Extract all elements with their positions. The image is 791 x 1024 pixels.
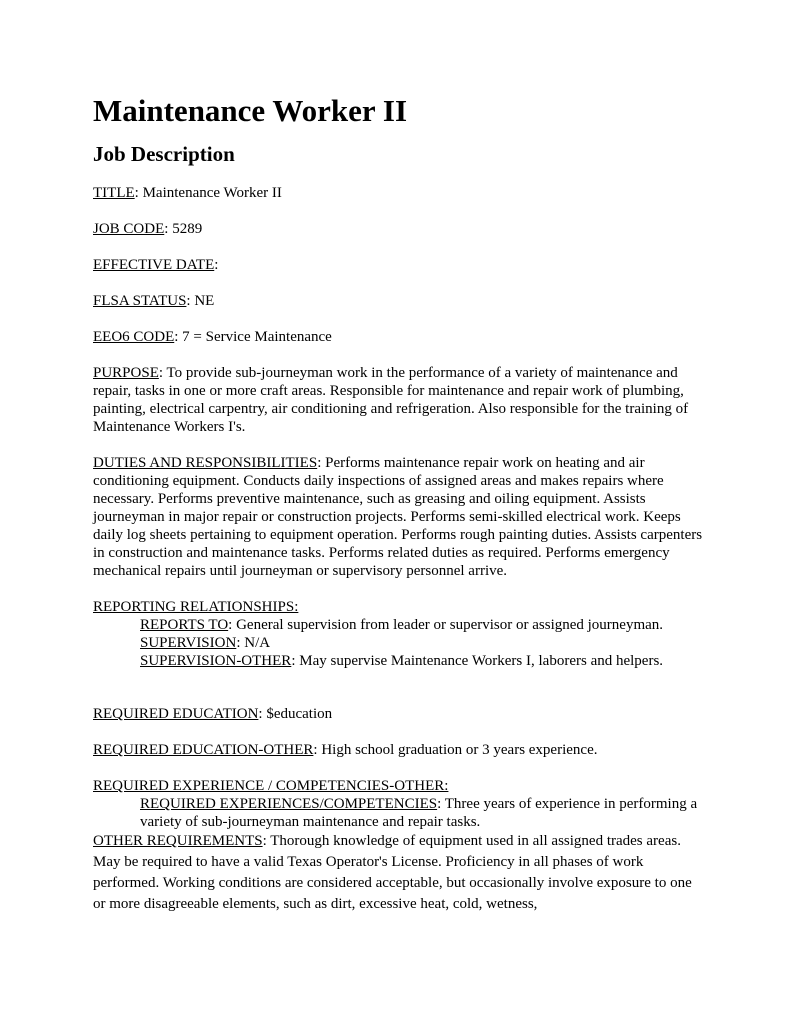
other-requirements-label: OTHER REQUIREMENTS	[93, 833, 263, 849]
document-page	[93, 92, 703, 915]
duties-text: Performs maintenance repair work on heating and air conditioning equipment. Conducts daily inspections of assigned areas and makes repairs where necessary. Performs preventive maintenance, such as greasing and oiling equipment. Assists journeyman in major repair or construction projects. Performs semi-skilled electrical work. Keeps daily log sheets pertaining to equipment operation. Performs rough painting duties. Assists carpenters in construction and maintenance tasks. Performs related duties as required. Performs emergency mechanical repairs until journeyman or supervisory personnel arrive.	[93, 455, 703, 579]
other-requirements-text: Thorough knowledge of equipment used in all assigned trades areas. May be required to have a valid Texas Operator's License. Proficiency in all phases of work performed. Working conditions are considered acceptable, but occasionally involve exposure to one or more disagreeable elements, such as dirt, excessive heat, cold, wetness,	[93, 833, 692, 912]
required-experience-section	[93, 777, 703, 831]
field-eeo6-code-label: EEO6 CODE	[93, 329, 175, 345]
field-job-code-label: JOB CODE	[93, 221, 165, 237]
field-title-label: TITLE	[93, 185, 135, 201]
duties-section: DUTIES AND RESPONSIBILITIES: Performs maintenance repair work on heating and air conditioning equipment. Conducts daily inspections of assigned areas and makes repairs where necessary. Performs preventive maintenance, such as greasing and oiling equipment. Assists journeyman in major repair or construction projects. Performs semi-skilled electrical work. Keeps daily log sheets pertaining to equipment operation. Performs rough painting duties. Assists carpenters in construction and maintenance tasks. Performs related duties as required. Performs emergency mechanical repairs until journeyman or supervisory personnel arrive.	[93, 455, 703, 579]
supervision-value: N/A	[244, 635, 271, 651]
document-subtitle: Job Description	[93, 142, 235, 166]
required-experiences-line: REQUIRED EXPERIENCES/COMPETENCIES: Three years of experience in performing a variety of sub-journeyman maintenance and repair tasks.	[140, 796, 698, 830]
reports-to-value: General supervision from leader or supervisor or assigned journeyman.	[236, 617, 664, 633]
supervision-line: SUPERVISION: N/A	[140, 635, 271, 651]
field-job-code-value: 5289	[172, 221, 203, 237]
field-flsa-status-label: FLSA STATUS	[93, 293, 187, 309]
supervision-label: SUPERVISION	[140, 635, 237, 651]
required-experiences-label: REQUIRED EXPERIENCES/COMPETENCIES	[140, 796, 438, 812]
field-job-code: JOB CODE: 5289	[93, 221, 203, 237]
field-effective-date-label: EFFECTIVE DATE	[93, 257, 215, 273]
reporting-heading	[93, 598, 703, 616]
required-education-other-value: High school graduation or 3 years experience.	[321, 742, 598, 758]
required-experience-label: REQUIRED EXPERIENCE / COMPETENCIES-OTHER:	[93, 778, 449, 794]
reporting-label: REPORTING RELATIONSHIPS:	[93, 599, 299, 615]
duties-label: DUTIES AND RESPONSIBILITIES	[93, 455, 318, 471]
required-education-line: REQUIRED EDUCATION: $education	[93, 706, 333, 722]
supervision-other-label: SUPERVISION-OTHER	[140, 653, 292, 669]
required-education-other-label: REQUIRED EDUCATION-OTHER	[93, 742, 314, 758]
field-flsa-status: FLSA STATUS: NE	[93, 293, 215, 309]
reports-to-label: REPORTS TO	[140, 617, 229, 633]
field-title-value: Maintenance Worker II	[142, 185, 282, 201]
required-experience-heading	[93, 777, 703, 795]
required-education-label: REQUIRED EDUCATION	[93, 706, 259, 722]
supervision-other-line: SUPERVISION-OTHER: May supervise Maintenance Workers I, laborers and helpers.	[140, 653, 664, 669]
purpose-label: PURPOSE	[93, 365, 159, 381]
supervision-other-value: May supervise Maintenance Workers I, laborers and helpers.	[299, 653, 664, 669]
reports-to-line: REPORTS TO: General supervision from leader or supervisor or assigned journeyman.	[140, 617, 664, 633]
purpose-section: PURPOSE: To provide sub-journeyman work in the performance of a variety of maintenance and repair, tasks in one or more craft areas. Responsible for maintenance and repair work of plumbing, painting, electrical carpentry, air conditioning and refrigeration. Also responsible for the training of Maintenance Workers I's.	[93, 365, 689, 435]
field-title: TITLE: Maintenance Worker II	[93, 185, 282, 201]
field-flsa-status-value: NE	[194, 293, 215, 309]
field-effective-date: EFFECTIVE DATE:	[93, 257, 219, 273]
required-experiences-value: Three years of experience in performing a variety of sub-journeyman maintenance and repair tasks.	[140, 796, 698, 830]
required-education-value: $education	[266, 706, 333, 722]
other-requirements-section: OTHER REQUIREMENTS: Thorough knowledge of equipment used in all assigned trades areas. May be required to have a valid Texas Operator's License. Proficiency in all phases of work performed. Working conditions are considered acceptable, but occasionally involve exposure to one or more disagreeable elements, such as dirt, excessive heat, cold, wetness,	[93, 833, 692, 912]
document-title: Maintenance Worker II	[93, 93, 408, 128]
field-eeo6-code: EEO6 CODE: 7 = Service Maintenance	[93, 329, 332, 345]
required-education-other-line: REQUIRED EDUCATION-OTHER: High school graduation or 3 years experience.	[93, 742, 598, 758]
reporting-section	[93, 598, 703, 670]
purpose-text: To provide sub-journeyman work in the performance of a variety of maintenance and repair, tasks in one or more craft areas. Responsible for maintenance and repair work of plumbing, painting, electrical carpentry, air conditioning and refrigeration. Also responsible for the training of Maintenance Workers I's.	[93, 365, 689, 435]
field-eeo6-code-value: 7 = Service Maintenance	[182, 329, 332, 345]
